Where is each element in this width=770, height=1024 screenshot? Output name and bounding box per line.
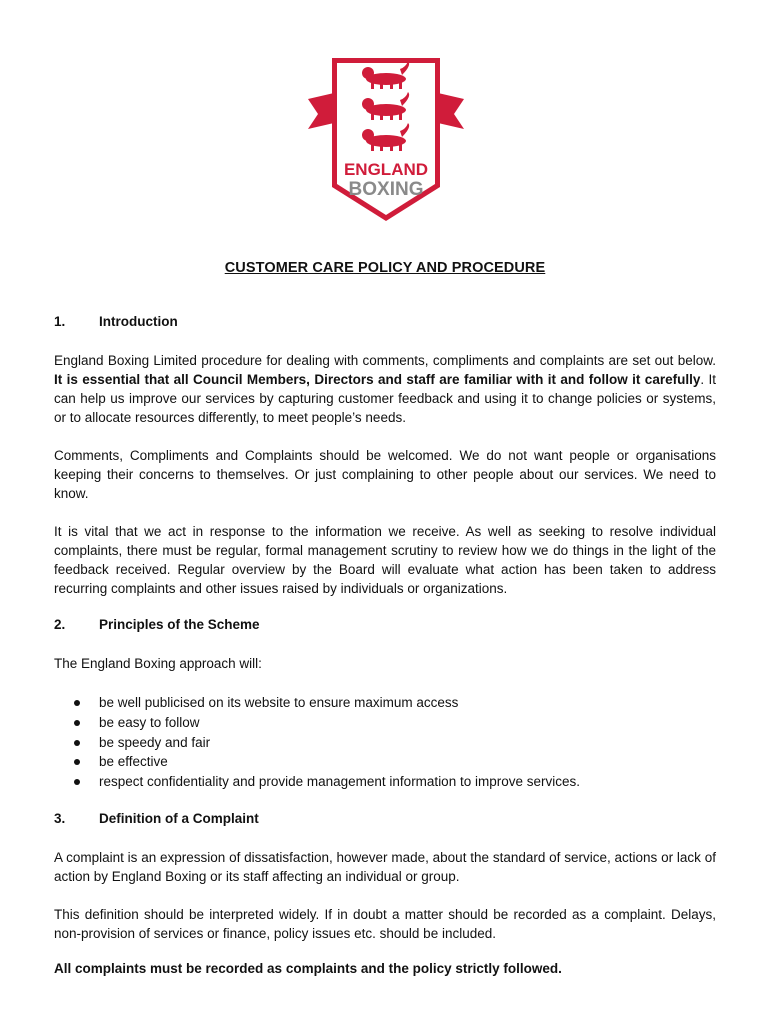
list-item-text: be effective: [99, 754, 168, 770]
section-number: 1.: [54, 314, 66, 329]
bullet-icon: [74, 720, 80, 726]
list-item: [54, 772, 580, 792]
policy-statement: All complaints must be recorded as complaints and the policy strictly followed.: [54, 961, 562, 976]
bullet-icon: [74, 779, 80, 785]
logo-text-boxing: BOXING: [348, 179, 424, 200]
list-item-text: be speedy and fair: [99, 734, 211, 750]
bullet-icon: [74, 740, 80, 746]
intro-paragraph-1: [54, 351, 716, 427]
section-1-heading: [54, 314, 178, 329]
section-number: 3.: [54, 811, 66, 826]
list-item-text: be easy to follow: [99, 714, 200, 730]
definition-paragraph-1: A complaint is an expression of dissatisfaction, however made, about the standard of service, actions or lack of action by England Boxing or its staff affecting an individual or group.: [54, 850, 716, 884]
principles-intro: The England Boxing approach will:: [54, 656, 262, 671]
intro-paragraph-2: Comments, Compliments and Complaints should be welcomed. We do not want people or organisations keeping their concerns to themselves. Or just complaining to other people about our services. We need to know.: [54, 448, 716, 501]
list-item: [54, 693, 580, 713]
intro-text: England Boxing Limited procedure for dealing with comments, compliments and complaints are set out below.: [54, 353, 716, 368]
intro-emphasis: It is essential that all Council Members, Directors and staff are familiar with it and follow it carefully: [54, 372, 701, 387]
list-item: [54, 733, 580, 753]
ribbon-right: [438, 93, 464, 129]
section-title: Principles of the Scheme: [99, 617, 260, 632]
intro-paragraph-3: It is vital that we act in response to the information we receive. As well as seeking to resolve individual complaints, there must be regular, formal management scrutiny to review how we do things in the light of the feedback received. Regular overview by the Board will evaluate what action has been taken to address recurring complaints and other issues raised by individuals or organizations.: [54, 524, 716, 596]
principles-list: [54, 693, 580, 792]
list-item: [54, 713, 580, 733]
england-boxing-logo: [306, 55, 466, 225]
logo-text-england: ENGLAND: [343, 160, 429, 179]
section-title: Introduction: [99, 314, 178, 329]
definition-paragraph-2: This definition should be interpreted widely. If in doubt a matter should be recorded as a complaint. Delays, non-provision of services or finance, policy issues etc. should be included.: [54, 907, 716, 941]
page-title: CUSTOMER CARE POLICY AND PROCEDURE: [224, 260, 546, 276]
list-item-text: respect confidentiality and provide management information to improve services.: [99, 774, 580, 790]
bullet-icon: [74, 700, 80, 706]
list-item-text: be well publicised on its website to ensure maximum access: [99, 695, 459, 710]
intro-text-continued: . It can help us improve our services by capturing customer feedback and using it to change policies or systems, or to allocate resources differently, to meet people’s needs.: [54, 372, 716, 425]
section-2-heading: [54, 617, 260, 632]
section-number: 2.: [54, 617, 66, 632]
ribbon-left: [308, 93, 334, 129]
list-item: [54, 752, 580, 772]
section-title: Definition of a Complaint: [99, 811, 259, 826]
section-3-heading: [54, 811, 259, 826]
bullet-icon: [74, 759, 80, 765]
